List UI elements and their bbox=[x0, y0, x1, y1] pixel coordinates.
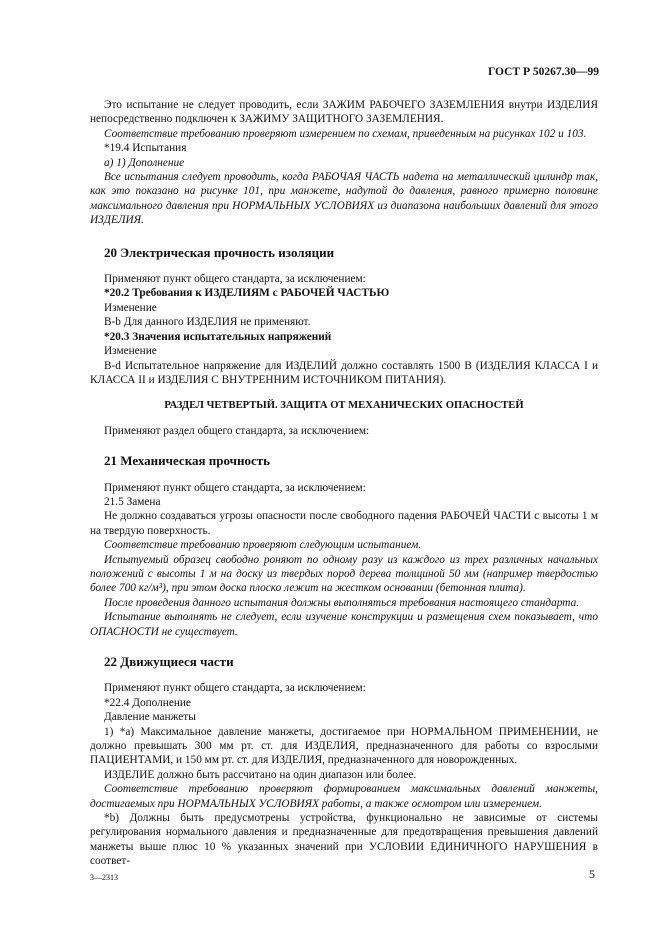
subsection-title: *20.3 Значения испытательных напряжений bbox=[104, 330, 332, 343]
paragraph: Применяют пункт общего стандарта, за исключением: bbox=[104, 273, 366, 286]
section-title-22: 22 Движущиеся части bbox=[104, 654, 234, 669]
paragraph: Изменение bbox=[104, 301, 157, 314]
print-code: 3—2313 bbox=[90, 873, 118, 882]
paragraph: Все испытания следует проводить, когда РАБОЧАЯ ЧАСТЬ надета на металлический цилиндр так, как это показано на рисунке 101, при манжете, надутой до давления, равного примерно половине максимального давления при НОРМАЛЬНЫХ УСЛОВИЯХ из диапазона наибольших давлений для этого ИЗДЕЛИЯ. bbox=[90, 171, 598, 227]
paragraph: Соответствие требованию проверяют измерением по схемам, приведенным на рисунках 102 и 103. bbox=[104, 127, 587, 140]
standard-header: ГОСТ Р 50267.30—99 bbox=[488, 66, 599, 78]
paragraph: 1) *а) Максимальное давление манжеты, достигаемое при НОРМАЛЬНОМ ПРИМЕНЕНИИ, не должно превышать 300 мм рт. ст. для ИЗДЕЛИЯ, предназначенного для работы со взрослыми ПАЦИЕНТАМИ, и 150 мм рт. ст. для ИЗДЕЛИЯ, предназначенного для новорожденных. bbox=[90, 725, 598, 767]
paragraph: Испытуемый образец свободно роняют по одному разу из каждого из трех различных начальных положений с высоты 1 м на доску из твердых пород дерева толщиной 50 мм (например твердостью более 700 кг/м³), при этом доска плоско лежит на жестком основании (бетонная плита). bbox=[90, 553, 598, 595]
page-number: 5 bbox=[589, 867, 595, 881]
paragraph: После проведения данного испытания должны выполняться требования настоящего стандарта. bbox=[104, 596, 580, 609]
paragraph: ИЗДЕЛИЕ должно быть рассчитано на один диапазон или более. bbox=[104, 768, 417, 781]
section-title-20: 20 Электрическая прочность изоляции bbox=[104, 244, 335, 260]
paragraph: а) 1) Дополнение bbox=[104, 156, 185, 169]
paragraph: Давление манжеты bbox=[104, 711, 196, 724]
paragraph: Применяют пункт общего стандарта, за исключением: bbox=[104, 481, 366, 494]
paragraph: *22.4 Дополнение bbox=[104, 696, 191, 709]
part-title: РАЗДЕЛ ЧЕТВЕРТЫЙ. ЗАЩИТА ОТ МЕХАНИЧЕСКИХ ОПАСНОСТЕЙ bbox=[164, 400, 524, 412]
subsection-title: *20.2 Требования к ИЗДЕЛИЯМ с РАБОЧЕЙ ЧАСТЬЮ bbox=[104, 287, 390, 300]
paragraph: 21.5 Замена bbox=[104, 495, 161, 508]
document-body bbox=[90, 98, 598, 869]
paragraph: *19.4 Испытания bbox=[104, 142, 187, 155]
paragraph: Это испытание не следует проводить, если ЗАЖИМ РАБОЧЕГО ЗАЗЕМЛЕНИЯ внутри ИЗДЕЛИЯ непосредственно подключен к ЗАЖИМУ ЗАЩИТНОГО ЗАЗЕМЛЕНИЯ. bbox=[90, 99, 598, 126]
section-title-21: 21 Механическая прочность bbox=[104, 453, 271, 469]
paragraph: Соответствие требованию проверяют следующим испытанием. bbox=[104, 539, 422, 552]
paragraph: В-d Испытательное напряжение для ИЗДЕЛИЙ должно составлять 1500 В (ИЗДЕЛИЯ КЛАССА I и КЛАССА II и ИЗДЕЛИЯ С ВНУТРЕННИМ ИСТОЧНИКОМ ПИТАНИЯ). bbox=[90, 359, 598, 386]
paragraph: *b) Должны быть предусмотрены устройства, функционально не зависимые от системы регулирования нормального давления и предназначенные для предотвращения превышения давлений манжеты выше плюс 10 % указанных значений при УСЛОВИИ ЕДИНИЧНОГО НАРУШЕНИЯ в соответ- bbox=[90, 812, 598, 868]
paragraph: Применяют пункт общего стандарта, за исключением: bbox=[104, 682, 366, 695]
paragraph: В-b Для данного ИЗДЕЛИЯ не применяют. bbox=[104, 316, 311, 329]
paragraph: Не должно создаваться угрозы опасности после свободного падения РАБОЧЕЙ ЧАСТИ с высоты 1 м на твердую поверхность. bbox=[90, 510, 598, 537]
paragraph: Применяют раздел общего стандарта, за исключением: bbox=[104, 424, 370, 437]
paragraph: Испытание выполнять не следует, если изучение конструкции и размещения схем показывает, что ОПАСНОСТИ не существует. bbox=[90, 611, 598, 638]
paragraph: Изменение bbox=[104, 345, 157, 358]
paragraph: Соответствие требованию проверяют формированием максимальных давлений манжеты, достигаемых при НОРМАЛЬНЫХ УСЛОВИЯХ работы, а также осмотром или измерением. bbox=[90, 783, 598, 810]
